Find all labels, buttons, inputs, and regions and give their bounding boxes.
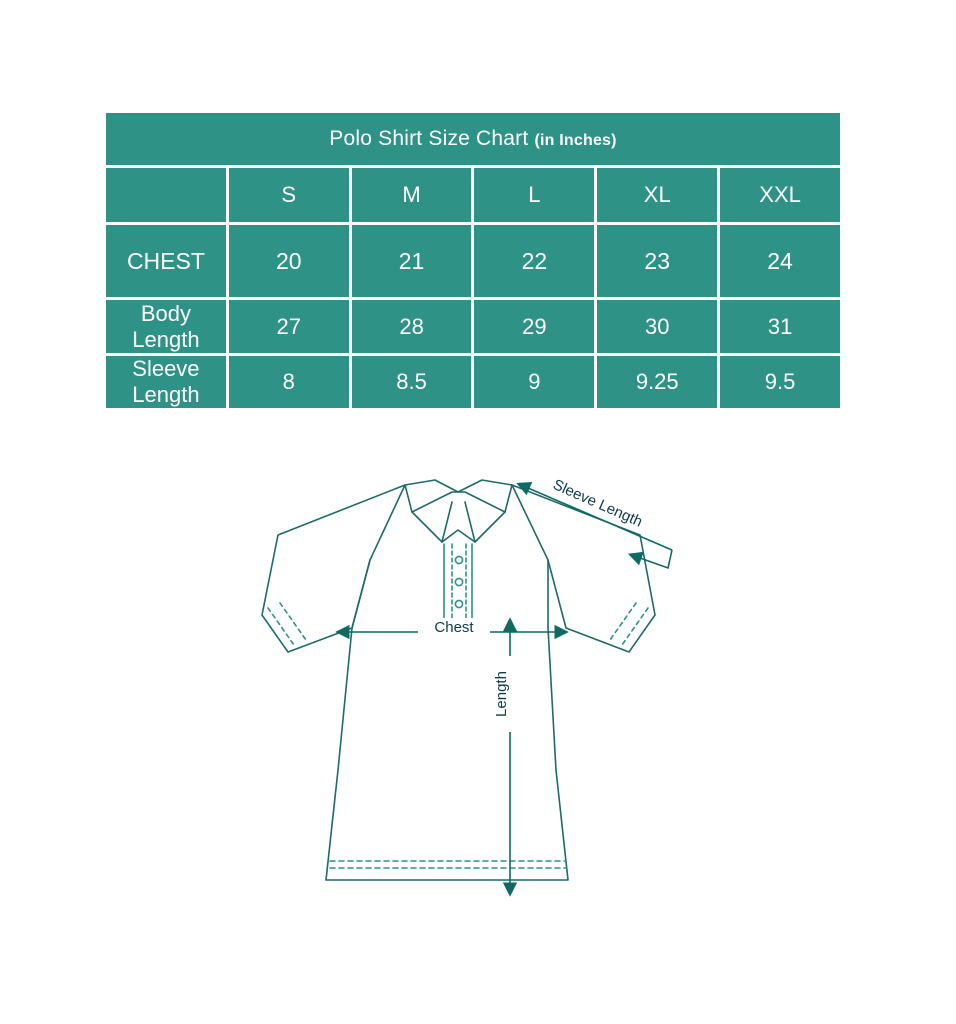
button-icon — [455, 600, 462, 607]
collar-outline — [405, 485, 512, 542]
chart-title-cell — [106, 113, 840, 165]
cell-body-length-s: 27 — [229, 300, 349, 353]
cell-body-length-xxl: 31 — [720, 300, 840, 353]
table-row — [106, 300, 840, 353]
left-sleeve-outline — [262, 485, 405, 652]
size-chart-table — [103, 110, 843, 411]
page-title: Polo Shirt Size Chart — [329, 127, 529, 150]
cell-chest-s: 20 — [229, 225, 349, 297]
button-icon — [455, 578, 462, 585]
chest-label: Chest — [434, 619, 474, 636]
chest-measurement-arrow — [348, 618, 556, 636]
right-sleeve-hem-2 — [610, 603, 636, 640]
table-row — [106, 356, 840, 408]
shoulder-line — [405, 480, 512, 492]
left-sleeve-hem — [268, 608, 294, 645]
row-label-sleeve-length: Sleeve Length — [106, 356, 226, 408]
shirt-body-outline — [326, 560, 568, 880]
column-header-m: M — [352, 168, 472, 222]
size-chart-container — [103, 110, 843, 411]
cell-body-length-l: 29 — [474, 300, 594, 353]
cell-chest-m: 21 — [352, 225, 472, 297]
sleeve-length-label: Sleeve Length — [550, 476, 645, 531]
chart-units-label: (in Inches) — [534, 132, 617, 149]
polo-shirt-diagram — [0, 440, 956, 1000]
header-corner-cell — [106, 168, 226, 222]
table-row — [106, 225, 840, 297]
row-label-body-length: Body Length — [106, 300, 226, 353]
cell-body-length-m: 28 — [352, 300, 472, 353]
length-label: Length — [493, 671, 510, 717]
cell-sleeve-length-xxl: 9.5 — [720, 356, 840, 408]
cell-sleeve-length-l: 9 — [474, 356, 594, 408]
cell-chest-xl: 23 — [597, 225, 717, 297]
cell-body-length-xl: 30 — [597, 300, 717, 353]
column-header-s: S — [229, 168, 349, 222]
column-header-xxl: XXL — [720, 168, 840, 222]
row-label-chest: CHEST — [106, 225, 226, 297]
collar-fold-lines — [442, 502, 475, 542]
cell-chest-xxl: 24 — [720, 225, 840, 297]
button-icon — [455, 556, 462, 563]
cell-chest-l: 22 — [474, 225, 594, 297]
cell-sleeve-length-m: 8.5 — [352, 356, 472, 408]
length-measurement-arrow — [493, 630, 516, 884]
left-sleeve-hem-2 — [280, 603, 306, 640]
collar-inner-line — [412, 492, 505, 512]
right-sleeve-hem — [622, 608, 648, 645]
table-title-row — [106, 113, 840, 165]
column-header-l: L — [474, 168, 594, 222]
cell-sleeve-length-s: 8 — [229, 356, 349, 408]
column-header-xl: XL — [597, 168, 717, 222]
sleeve-length-measurement-arrow — [528, 476, 672, 568]
cell-sleeve-length-xl: 9.25 — [597, 356, 717, 408]
table-header-row — [106, 168, 840, 222]
